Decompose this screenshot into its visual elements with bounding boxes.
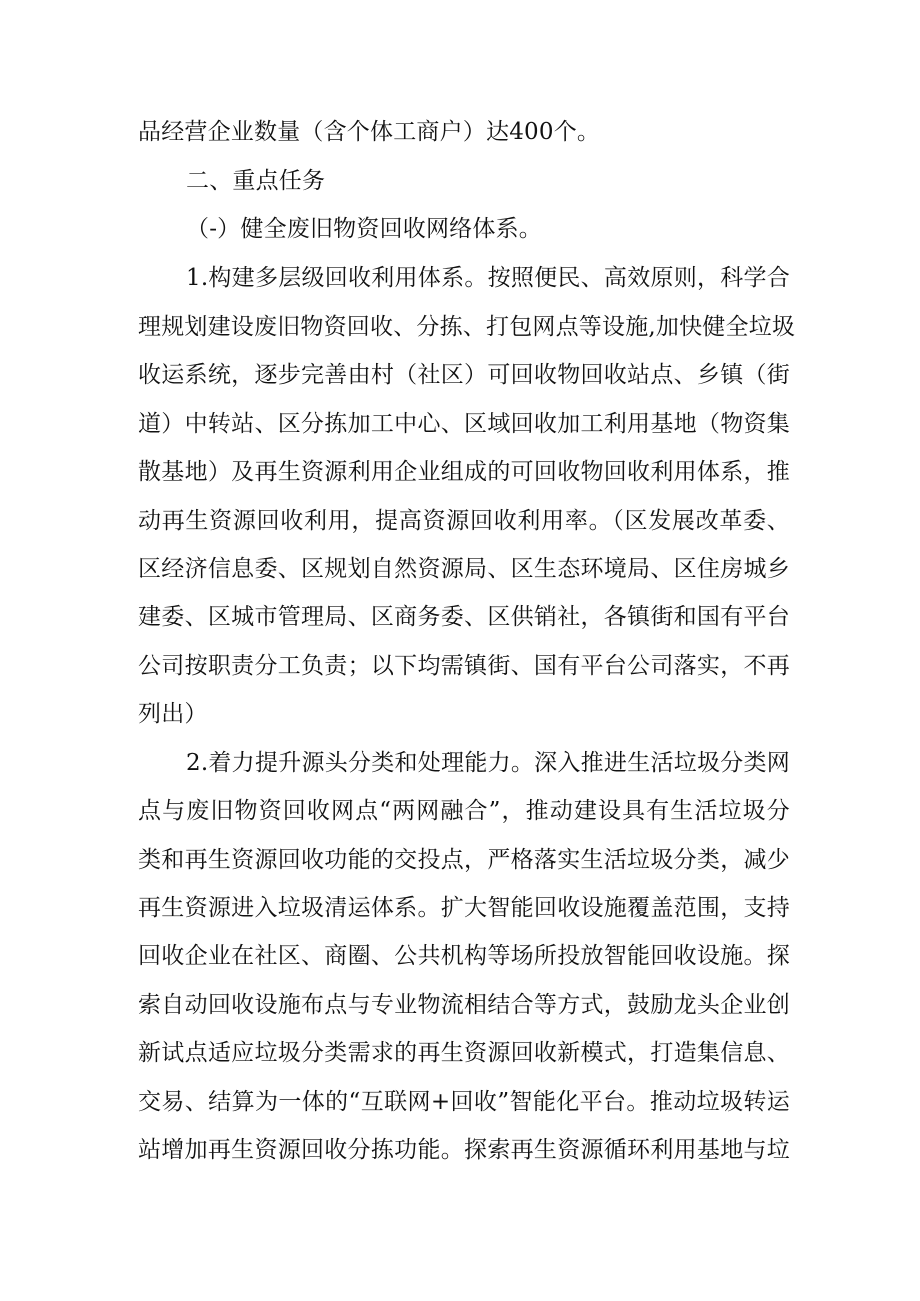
- paragraph-line: 散基地）及再生资源利用企业组成的可回收物回收利用体系，推: [138, 459, 790, 485]
- paragraph-line: 类和再生资源回收功能的交投点，严格落实生活垃圾分类，减少: [138, 847, 790, 873]
- paragraph-line: 区经济信息委、区规划自然资源局、区生态环境局、区住房城乡: [138, 556, 790, 582]
- paragraph-line: 建委、区城市管理局、区商务委、区供销社，各镇街和国有平台: [138, 604, 790, 630]
- paragraph-line: 回收企业在社区、商圈、公共机构等场所投放智能回收设施。探: [138, 943, 790, 969]
- paragraph-line: 动再生资源回收利用，提高资源回收利用率。（区发展改革委、: [138, 508, 790, 534]
- paragraph-line: 站增加再生资源回收分拣功能。探索再生资源循环利用基地与垃: [138, 1137, 790, 1163]
- paragraph-line: 交易、结算为一体的“互联网+回收”智能化平台。推动垃圾转运: [138, 1089, 790, 1115]
- paragraph-line: 列出）: [138, 701, 208, 727]
- paragraph-line: 公司按职责分工负责；以下均需镇街、国有平台公司落实，不再: [138, 653, 790, 679]
- section-heading: 二、重点任务: [186, 168, 326, 194]
- paragraph-line: 点与废旧物资回收网点“两网融合”，推动建设具有生活垃圾分: [138, 798, 790, 824]
- paragraph-line: 收运系统，逐步完善由村（社区）可回收物回收站点、乡镇（街: [138, 362, 790, 388]
- subsection-heading: （-）健全废旧物资回收网络体系。: [186, 216, 542, 242]
- paragraph-line: 理规划建设废旧物资回收、分拣、打包网点等设施,加快健全垃圾: [138, 314, 796, 340]
- paragraph-line: 索自动回收设施布点与专业物流相结合等方式，鼓励龙头企业创: [138, 992, 790, 1018]
- paragraph-line: 2.着力提升源头分类和处理能力。深入推进生活垃圾分类网: [186, 750, 790, 776]
- paragraph-line: 品经营企业数量（含个体工商户）达400个。: [138, 119, 601, 145]
- paragraph-line: 再生资源进入垃圾清运体系。扩大智能回收设施覆盖范围，支持: [138, 895, 790, 921]
- paragraph-line: 道）中转站、区分拣加工中心、区域回收加工利用基地（物资集: [138, 411, 790, 437]
- paragraph-line: 1.构建多层级回收利用体系。按照便民、高效原则，科学合: [186, 265, 790, 291]
- paragraph-line: 新试点适应垃圾分类需求的再生资源回收新模式，打造集信息、: [138, 1040, 790, 1066]
